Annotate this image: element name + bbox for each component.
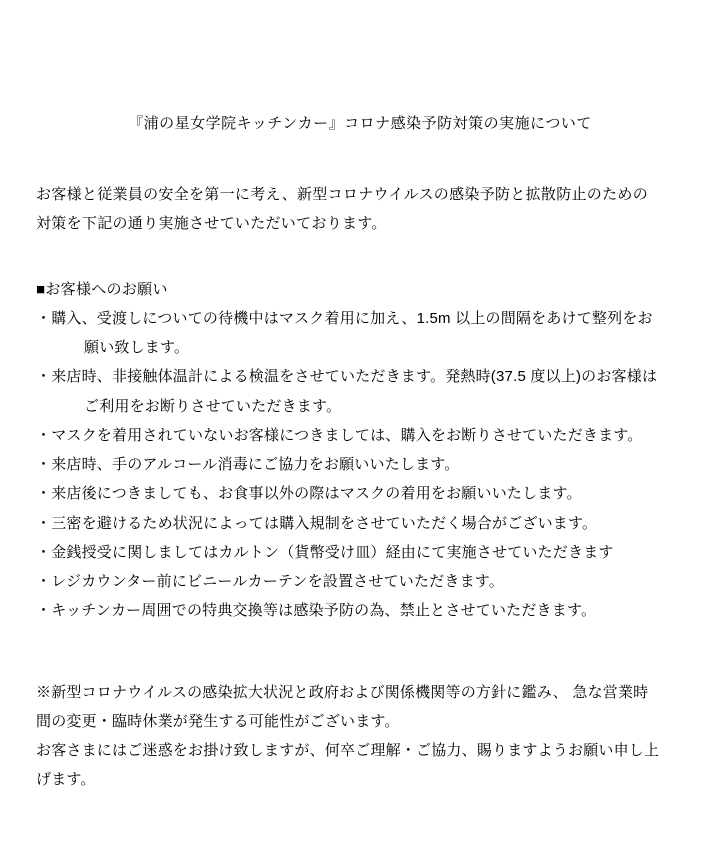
list-item [36,304,684,363]
list-item-text: ・キッチンカー周囲での特典交換等は感染予防の為、禁止とさせていただきます。 [36,602,597,620]
list-item-continuation: 願い致します。 [84,339,190,356]
list-item [36,538,684,567]
list-item-text: ・来店後につきましても、お食事以外の際はマスクの着用をお願いいたします。 [36,485,582,503]
list-item-continuation: ご利用をお断りさせていただきます。 [84,397,342,415]
intro-paragraph [36,136,684,239]
list-item-text: ・レジカウンター前にビニールカーテンを設置させていただきます。 [36,573,504,590]
list-item-text: ・購入、受渡しについての待機中はマスク着用に加え、1.5m 以上の間隔をあけて整列をお [36,309,653,327]
intro-line-1: お客様と従業員の安全を第一に考え、新型コロナウイルスの感染予防と拡散防止のための [36,186,649,203]
list-item [36,450,684,479]
customer-request-list [36,304,684,626]
list-item [36,567,684,596]
list-item-text: ・来店時、非接触体温計による検温をさせていただきます。発熱時(37.5 度以上)のお客様は [36,368,658,386]
closing-notes [36,626,684,795]
notes-line-1: ※新型コロナウイルスの感染拡大状況と政府および関係機関等の方針に鑑み、 急な営業時 [36,683,649,701]
list-item-text: ・マスクを着用されていないお客様につきましては、購入をお断りさせていただきます。 [36,426,643,444]
list-item [36,509,684,538]
list-item-text: ・三密を避けるため状況によっては購入規制をさせていただく場合がございます。 [36,514,598,532]
list-item-text: ・金銭授受に関しましてはカルトン（貨幣受け皿）経由にて実施させていただきます [36,543,614,561]
notes-line-3: お客さまにはご迷惑をお掛け致しますが、何卒ご理解・ご協力、賜りますようお願い申し上 [36,742,660,759]
list-item [36,479,684,508]
list-item [36,596,684,625]
list-item-text: ・来店時、手のアルコール消毒にご協力をお願いいたします。 [36,456,460,473]
list-item [36,362,684,421]
intro-line-2: 対策を下記の通り実施させていただいております。 [36,215,387,233]
section-heading-customer-requests: ■お客様へのお願い [36,280,168,298]
notes-line-4: げます。 [36,771,96,789]
list-item [36,421,684,450]
page-title: 『浦の星女学院キッチンカー』コロナ感染予防対策の実施について [128,115,592,132]
notes-line-2: 間の変更・臨時休業が発生する可能性がございます。 [36,712,400,730]
